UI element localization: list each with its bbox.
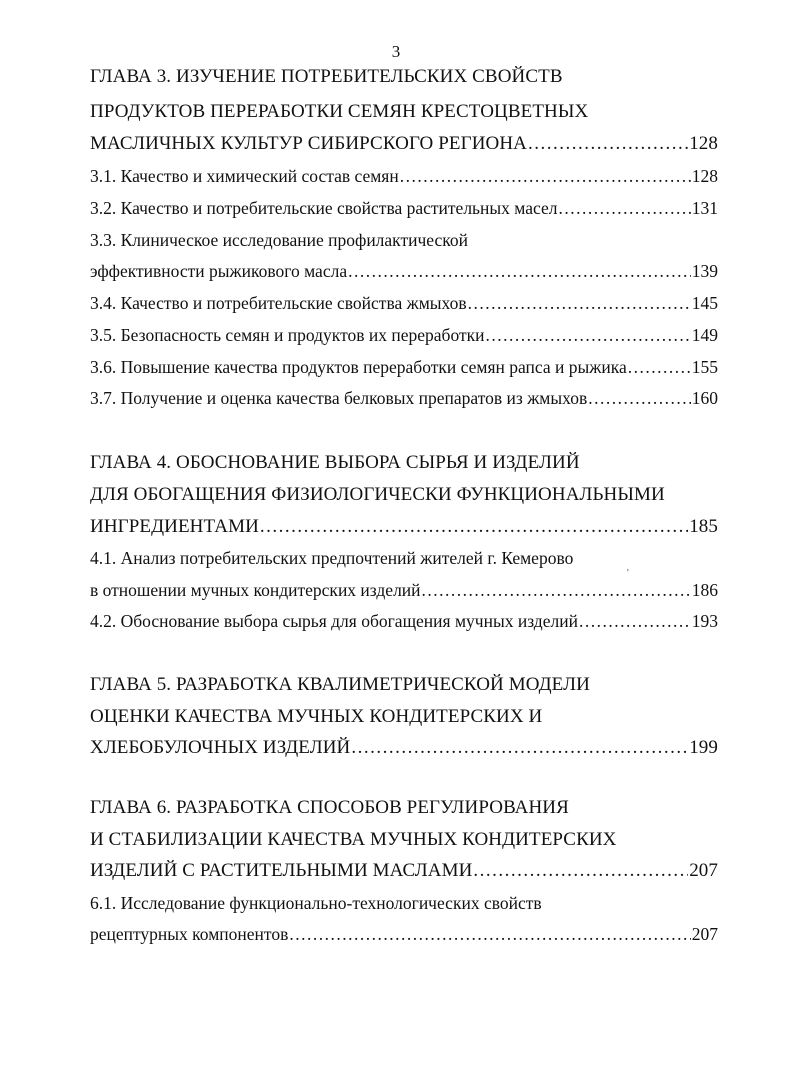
toc-entry-3-7[interactable] [90,388,718,412]
section-title: 3.7. Получение и оценка качества белковых препаратов из жмыхов [90,388,588,408]
dot-leader [348,261,691,282]
dot-leader [260,516,688,538]
chapter-title-line: ДЛЯ ОБОГАЩЕНИЯ ФИЗИОЛОГИЧЕСКИ ФУНКЦИОНАЛЬНЫМИ [90,484,665,505]
dot-leader [559,198,691,219]
section-title: 3.2. Качество и потребительские свойства растительных масел [90,198,558,218]
page-ref: 149 [691,325,718,345]
section-title: 6.1. Исследование функционально-технологических свойств [90,893,542,913]
dot-leader [628,357,691,378]
chapter-3-heading-cont [90,101,718,125]
section-title: рецептурных компонентов [90,924,289,944]
chapter-6-heading [90,797,718,821]
page-ref: 193 [691,611,718,631]
toc-entry-chapter-5[interactable] [90,737,718,761]
toc-entry-3-6[interactable] [90,357,718,381]
chapter-title-line: ГЛАВА 4. ОБОСНОВАНИЕ ВЫБОРА СЫРЬЯ И ИЗДЕЛИЙ [90,452,580,473]
section-title: эффективности рыжикового масла [90,261,348,281]
page-ref: 199 [689,737,718,758]
page-ref: 128 [689,133,718,154]
chapter-title-line: ГЛАВА 3. ИЗУЧЕНИЕ ПОТРЕБИТЕЛЬСКИХ СВОЙСТВ [90,66,563,87]
section-title: 4.2. Обоснование выбора сырья для обогащения мучных изделий [90,611,578,631]
dot-leader [289,924,690,945]
dot-leader [473,860,688,882]
page-ref: 145 [691,293,718,313]
page-ref: 155 [691,357,718,377]
page-ref: 128 [691,166,718,186]
toc-entry-3-3[interactable] [90,261,718,285]
dot-leader [351,737,688,759]
chapter-4-heading [90,452,718,476]
scan-mark: ' [627,568,629,579]
section-title: в отношении мучных кондитерских изделий [90,580,421,600]
dot-leader [579,611,691,632]
toc-entry-6-1[interactable] [90,924,718,948]
page-ref: 185 [689,516,718,537]
toc-entry-4-1[interactable] [90,580,718,604]
chapter-title-line: ГЛАВА 6. РАЗРАБОТКА СПОСОБОВ РЕГУЛИРОВАНИЯ [90,797,569,818]
chapter-5-heading [90,674,718,698]
section-title: 3.3. Клиническое исследование профилактической [90,230,468,250]
toc-entry-3-1[interactable] [90,166,718,190]
toc-entry-3-4[interactable] [90,293,718,317]
toc-entry-4-1-line1 [90,548,718,572]
page-ref: 207 [689,860,718,881]
chapter-title-line: ПРОДУКТОВ ПЕРЕРАБОТКИ СЕМЯН КРЕСТОЦВЕТНЫХ [90,101,589,122]
toc-entry-chapter-6[interactable] [90,860,718,884]
toc-entry-3-3-line1 [90,230,718,254]
chapter-4-heading-cont [90,484,718,508]
chapter-title-line: ИЗДЕЛИЙ С РАСТИТЕЛЬНЫМИ МАСЛАМИ [90,860,473,881]
chapter-title-line: ИНГРЕДИЕНТАМИ [90,516,259,537]
section-title: 3.5. Безопасность семян и продуктов их переработки [90,325,485,345]
section-title: 3.1. Качество и химический состав семян [90,166,399,186]
section-title: 3.6. Повышение качества продуктов переработки семян рапса и рыжика [90,357,627,377]
toc-entry-3-5[interactable] [90,325,718,349]
page-ref: 207 [691,924,718,944]
dot-leader [468,293,691,314]
page-number: 3 [391,42,401,61]
toc-entry-4-2[interactable] [90,611,718,635]
chapter-title-line: ГЛАВА 5. РАЗРАБОТКА КВАЛИМЕТРИЧЕСКОЙ МОДЕЛИ [90,674,590,695]
chapter-6-heading-cont [90,829,718,853]
page-ref: 139 [691,261,718,281]
page-ref: 160 [691,388,718,408]
dot-leader [422,580,691,601]
toc-entry-chapter-4[interactable] [90,516,718,540]
page-ref: 186 [691,580,718,600]
toc-entry-6-1-line1 [90,893,718,917]
dot-leader [588,388,691,409]
chapter-title-line: ОЦЕНКИ КАЧЕСТВА МУЧНЫХ КОНДИТЕРСКИХ И [90,706,543,727]
dot-leader [400,166,691,187]
chapter-3-heading [90,66,718,90]
dot-leader [485,325,690,346]
toc-entry-3-2[interactable] [90,198,718,222]
section-title: 3.4. Качество и потребительские свойства жмыхов [90,293,467,313]
toc-entry-chapter-3[interactable] [90,133,718,157]
dot-leader [528,133,688,155]
page-ref: 131 [691,198,718,218]
section-title: 4.1. Анализ потребительских предпочтений жителей г. Кемерово [90,548,574,568]
chapter-title-line: И СТАБИЛИЗАЦИИ КАЧЕСТВА МУЧНЫХ КОНДИТЕРСКИХ [90,829,617,850]
chapter-title-line: МАСЛИЧНЫХ КУЛЬТУР СИБИРСКОГО РЕГИОНА [90,133,527,154]
chapter-title-line: ХЛЕБОБУЛОЧНЫХ ИЗДЕЛИЙ [90,737,351,758]
chapter-5-heading-cont [90,706,718,730]
